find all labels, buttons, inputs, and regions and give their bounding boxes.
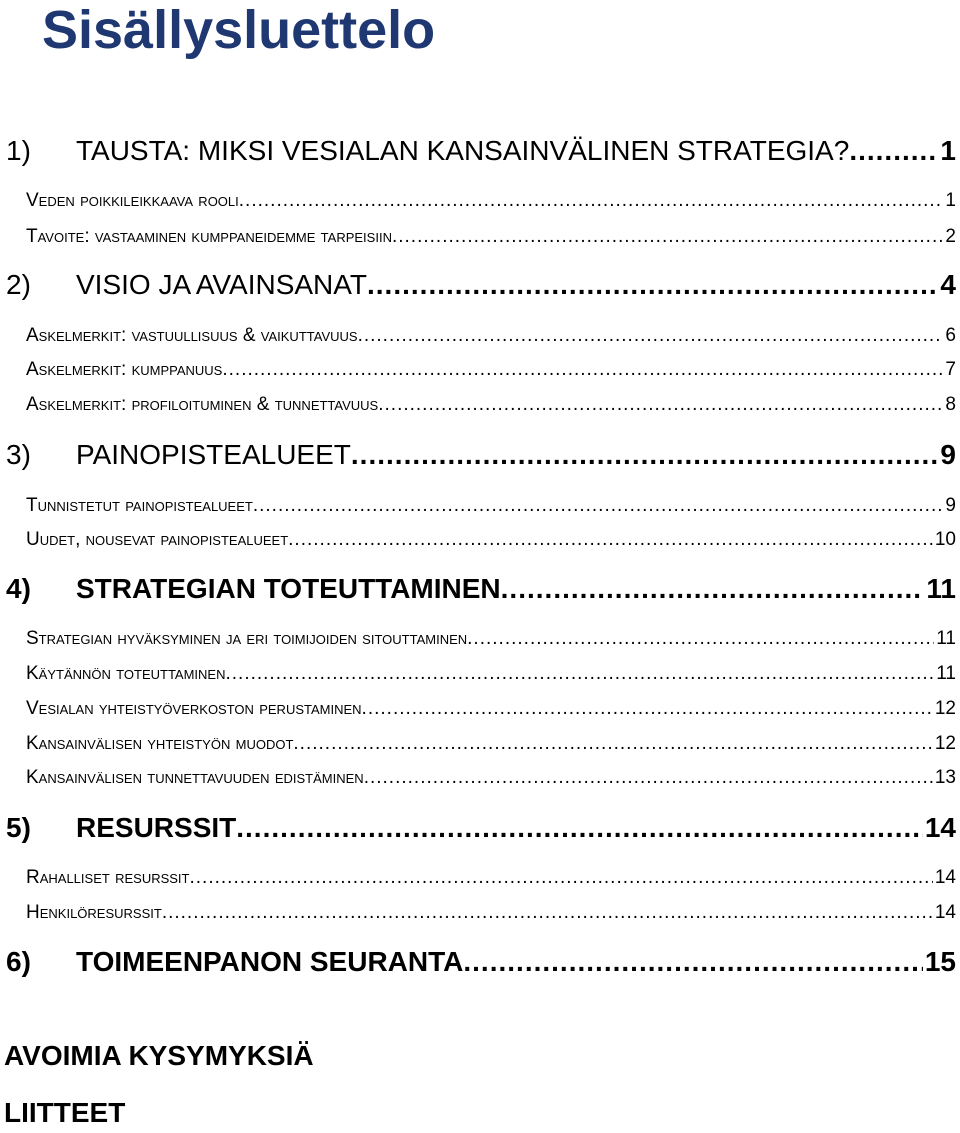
toc-subsection[interactable] <box>26 525 956 555</box>
toc-page-number: 11 <box>936 628 956 649</box>
toc-page-number: 4 <box>940 269 956 300</box>
toc-section-label: TOIMEENPANON SEURANTA <box>76 946 464 977</box>
toc-leader-dots <box>351 435 939 475</box>
toc-subsection[interactable] <box>26 355 956 385</box>
toc-leader-dots <box>501 569 925 609</box>
toc-page-number: 9 <box>945 495 956 516</box>
toc-subsection[interactable] <box>26 694 956 724</box>
toc-subsection-label: Vesialan yhteistyöverkoston perustaminen <box>26 698 362 719</box>
toc-leader-dots <box>362 694 933 724</box>
toc-leader-dots <box>288 525 933 555</box>
toc-leader-dots <box>293 729 932 759</box>
toc-subsection-label: Veden poikkileikkaava rooli <box>26 190 239 211</box>
toc-page-number: 14 <box>924 812 956 843</box>
toc-subsection-label: Henkilöresurssit <box>26 902 162 923</box>
toc-subsection-label: Kansainvälisen tunnettavuuden edistäminen <box>26 767 364 788</box>
toc-leader-dots <box>253 491 944 521</box>
toc-page-number: 11 <box>926 573 956 604</box>
toc-page-number: 15 <box>924 946 956 977</box>
toc-section-number: 3) <box>6 439 31 470</box>
toc-section-label: TAUSTA: MIKSI VESIALAN KANSAINVÄLINEN STRATEGIA? <box>76 135 850 166</box>
toc-subsection-label: Rahalliset resurssit <box>26 867 190 888</box>
toc-subsection-label: Tavoite: vastaaminen kumppaneidemme tarpeisiin <box>26 226 392 247</box>
toc-leader-dots <box>225 659 934 689</box>
toc-leader-dots <box>849 131 938 171</box>
toc-page-number: 1 <box>945 190 956 211</box>
toc-subsection[interactable] <box>26 624 956 654</box>
toc-section-label: PAINOPISTEALUEET <box>76 439 351 470</box>
toc-subsection-label: Askelmerkit: vastuullisuus & vaikuttavuus <box>26 325 358 346</box>
toc-section-6[interactable] <box>6 942 956 982</box>
toc-section-5[interactable] <box>6 808 956 848</box>
page-title: Sisällysluettelo <box>42 0 436 60</box>
toc-leader-dots <box>236 808 923 848</box>
toc-subsection[interactable] <box>26 863 956 893</box>
extra-heading-appendices[interactable]: LIITTEET <box>4 1097 126 1128</box>
toc-leader-dots <box>358 321 944 351</box>
toc-section-number: 5) <box>6 812 31 843</box>
toc-subsection[interactable] <box>26 729 956 759</box>
toc-subsection-label: Strategian hyväksyminen ja eri toimijoiden sitouttaminen <box>26 628 468 649</box>
toc-section-4[interactable] <box>6 569 956 609</box>
toc-page-number: 14 <box>934 867 956 888</box>
toc-subsection[interactable] <box>26 321 956 351</box>
toc-page-number: 14 <box>934 902 956 923</box>
toc-page-number: 9 <box>940 439 956 470</box>
toc-leader-dots <box>378 390 943 420</box>
toc-page-number: 13 <box>934 767 956 788</box>
toc-leader-dots <box>222 355 943 385</box>
toc-page-number: 2 <box>945 226 956 247</box>
toc-subsection-label: Uudet, nousevat painopistealueet <box>26 529 289 550</box>
toc-subsection-label: Askelmerkit: profiloituminen & tunnettavuus <box>26 394 379 415</box>
toc-leader-dots <box>162 898 933 928</box>
toc-subsection[interactable] <box>26 763 956 793</box>
toc-section-3[interactable] <box>6 435 956 475</box>
extra-heading-open-questions[interactable]: AVOIMIA KYSYMYKSIÄ <box>4 1040 314 1071</box>
toc-subsection-label: Tunnistetut painopistealueet <box>26 495 253 516</box>
toc-leader-dots <box>467 624 934 654</box>
toc-subsection[interactable] <box>26 390 956 420</box>
toc-page-number: 12 <box>934 733 956 754</box>
toc-section-number: 2) <box>6 269 31 300</box>
toc-section-label: STRATEGIAN TOTEUTTAMINEN <box>76 573 501 604</box>
toc-section-number: 4) <box>6 573 31 604</box>
toc-subsection[interactable] <box>26 898 956 928</box>
toc-subsection-label: Askelmerkit: kumppanuus <box>26 359 223 380</box>
toc-leader-dots <box>392 222 943 252</box>
toc-section-number: 1) <box>6 135 31 166</box>
toc-page-number: 12 <box>934 698 956 719</box>
toc-section-number: 6) <box>6 946 31 977</box>
toc-subsection[interactable] <box>26 186 956 216</box>
toc-subsection[interactable] <box>26 222 956 252</box>
toc-page-number: 6 <box>945 325 956 346</box>
toc-page-number: 7 <box>945 359 956 380</box>
toc-leader-dots <box>239 186 944 216</box>
toc-subsection-label: Käytännön toteuttaminen <box>26 663 226 684</box>
toc-leader-dots <box>367 265 938 305</box>
toc-section-2[interactable] <box>6 265 956 305</box>
toc-leader-dots <box>463 942 922 982</box>
toc-page-number: 10 <box>934 529 956 550</box>
toc-section-label: RESURSSIT <box>76 812 237 843</box>
toc-section-label: VISIO JA AVAINSANAT <box>76 269 367 300</box>
toc-leader-dots <box>364 763 933 793</box>
toc-subsection-label: Kansainvälisen yhteistyön muodot <box>26 733 294 754</box>
toc-page-number: 8 <box>945 394 956 415</box>
toc-subsection[interactable] <box>26 659 956 689</box>
toc-leader-dots <box>190 863 933 893</box>
toc-subsection[interactable] <box>26 491 956 521</box>
toc-page-number: 11 <box>936 663 956 684</box>
toc-page-number: 1 <box>940 135 956 166</box>
toc-section-1[interactable] <box>6 131 956 171</box>
